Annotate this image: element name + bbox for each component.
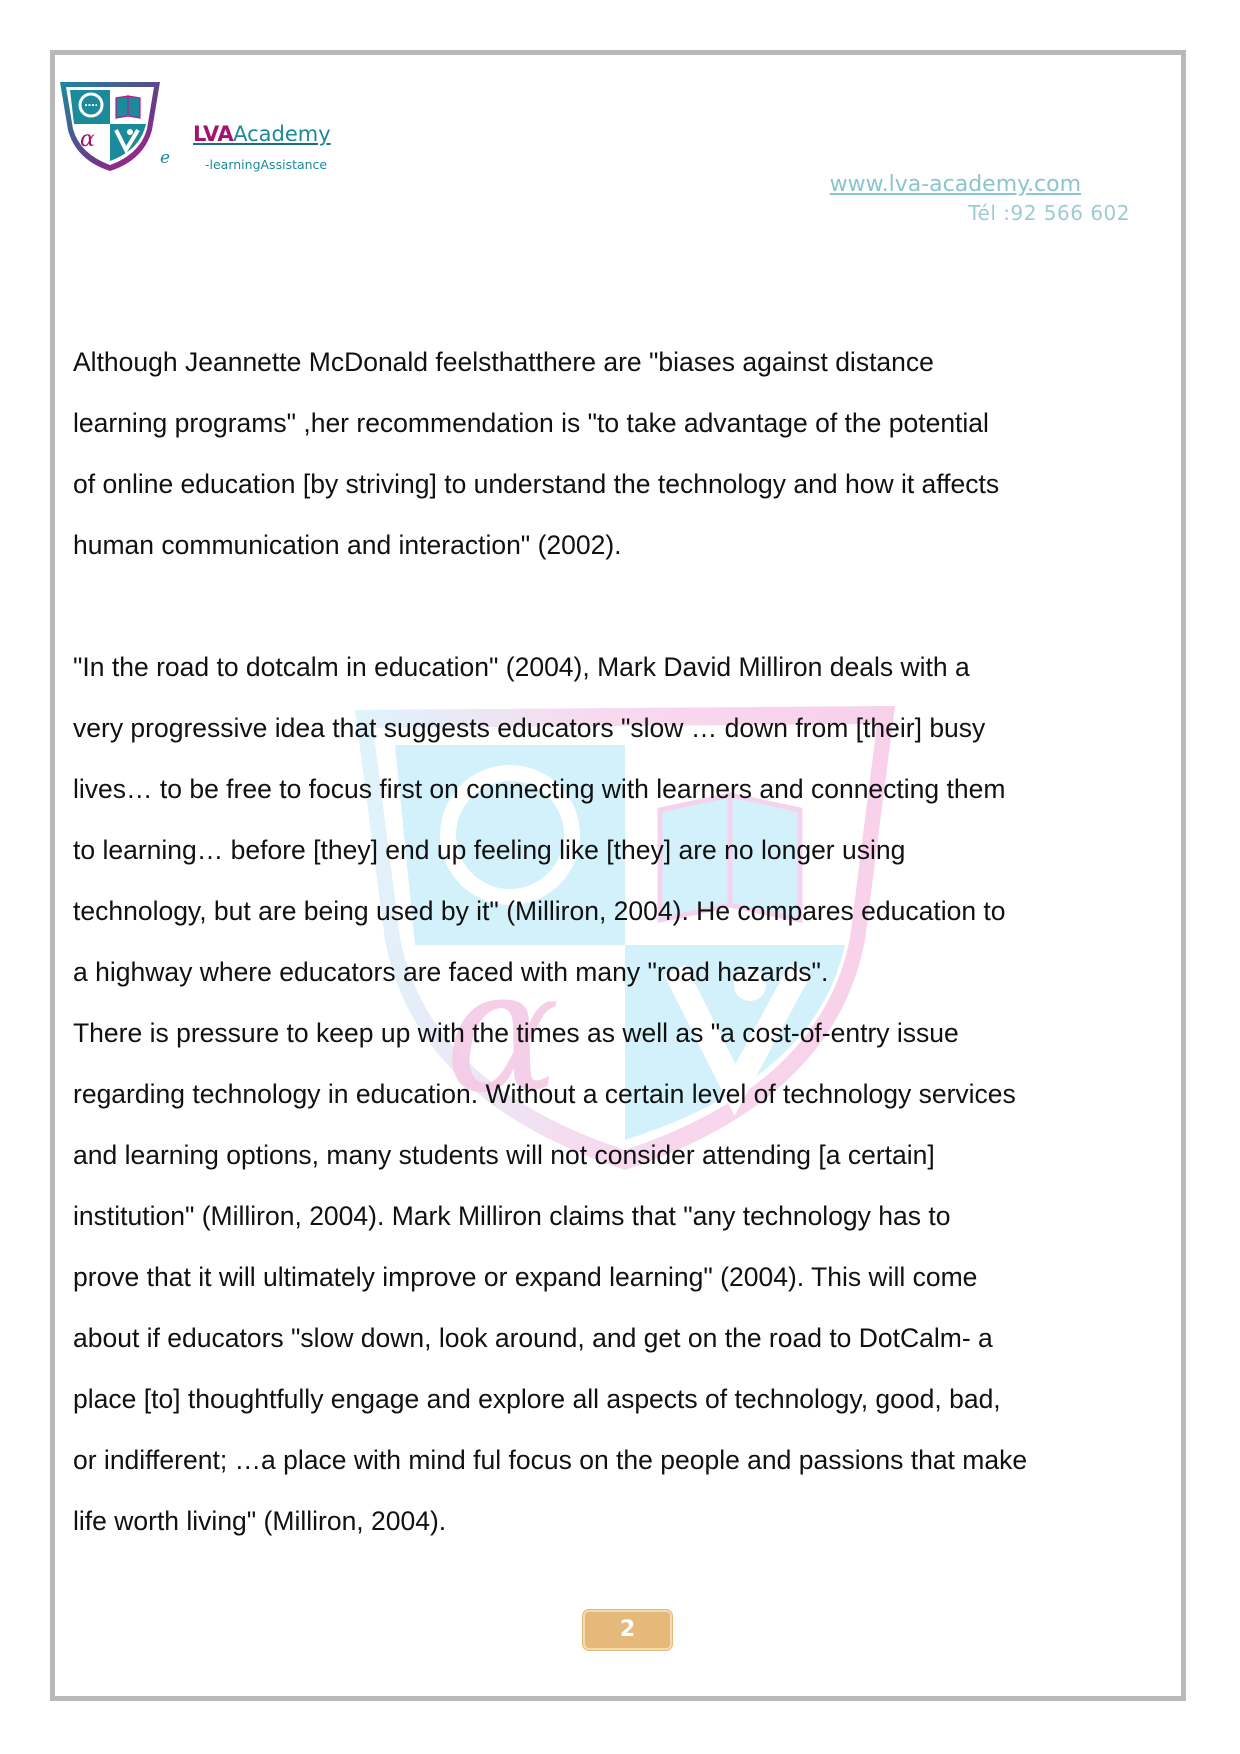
text-line: "In the road to dotcalm in education" (2004), Mark David Milliron deals with a	[73, 652, 970, 682]
text-line: about if educators "slow down, look around, and get on the road to DotCalm- a	[73, 1323, 993, 1353]
brand-tagline: -learningAssistance	[205, 157, 328, 172]
brand-lva: LVA	[193, 122, 234, 146]
text-line: of online education [by striving] to understand the technology and how it affects	[73, 469, 1000, 499]
text-line: institution" (Milliron, 2004). Mark Milliron claims that "any technology has to	[73, 1201, 951, 1231]
lva-shield-logo	[58, 80, 162, 172]
brand-academy: Academy	[233, 122, 331, 146]
brand-name[interactable]	[193, 121, 331, 147]
document-body	[73, 332, 1185, 1552]
text-line: There is pressure to keep up with the times as well as "a cost-of-entry issue	[73, 1018, 959, 1048]
paragraph-spacer	[73, 576, 1185, 637]
website-link[interactable]: www.lva-academy.com	[829, 172, 1081, 197]
text-line: technology, but are being used by it" (Milliron, 2004). He compares education to	[73, 896, 1006, 926]
text-line: lives… to be free to focus first on connecting with learners and connecting them	[73, 774, 1006, 804]
text-line: very progressive idea that suggests educators "slow … down from [their] busy	[73, 713, 986, 743]
text-line: a highway where educators are faced with many "road hazards".	[73, 957, 829, 987]
logo-letter-e: e	[160, 148, 171, 168]
svg-text:α: α	[80, 127, 95, 152]
paragraph-2	[73, 637, 1185, 1003]
text-line: and learning options, many students will not consider attending [a certain]	[73, 1140, 935, 1170]
phone-number: Tél :92 566 602	[968, 201, 1130, 225]
text-line: learning programs" ,her recommendation is "to take advantage of the potential	[73, 408, 989, 438]
text-line: life worth living" (Milliron, 2004).	[73, 1506, 447, 1536]
svg-text:α: α	[445, 933, 560, 1131]
page-number-badge: 2	[583, 1610, 672, 1650]
text-line: place [to] thoughtfully engage and explore all aspects of technology, good, bad,	[73, 1384, 1001, 1414]
text-line: prove that it will ultimately improve or expand learning" (2004). This will come	[73, 1262, 978, 1292]
text-line: regarding technology in education. Without a certain level of technology services	[73, 1079, 1016, 1109]
text-line: or indifferent; …a place with mind ful focus on the people and passions that make	[73, 1445, 1028, 1475]
paragraph-1	[73, 332, 1185, 576]
text-line: human communication and interaction" (2002).	[73, 530, 622, 560]
text-line: to learning… before [they] end up feeling like [they] are no longer using	[73, 835, 906, 865]
paragraph-3	[73, 1003, 1185, 1552]
text-line: Although Jeannette McDonald feelsthatthere are "biases against distance	[73, 347, 934, 377]
